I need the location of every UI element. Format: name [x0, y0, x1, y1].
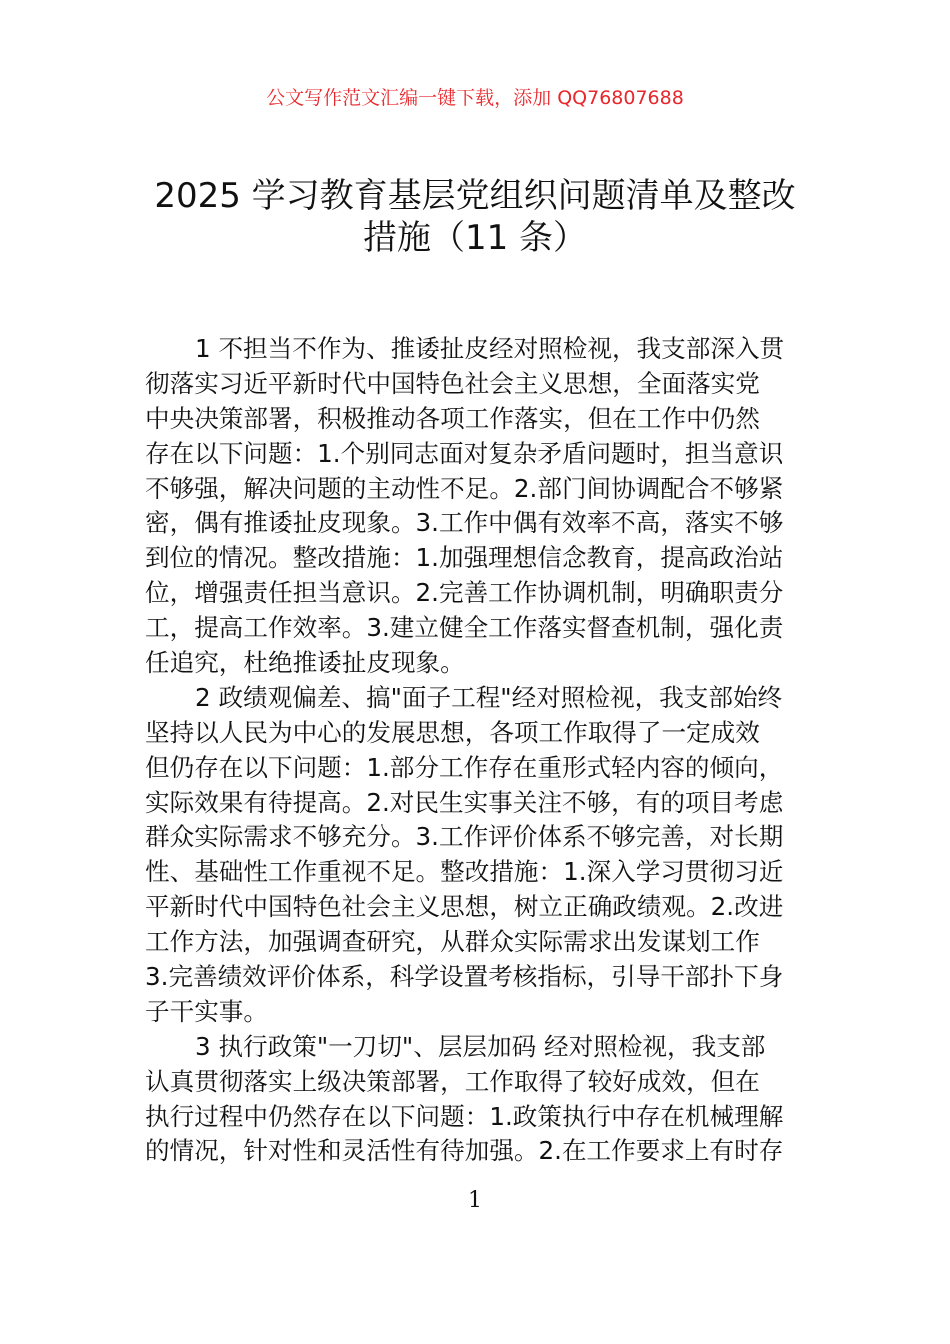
paragraph-2-line: 子干实事。 [145, 996, 268, 1026]
paragraph-2-line: 实际效果有待提高。2.对民生实事关注不够，有的项目考虑 [145, 787, 784, 817]
paragraph-3-line: 执行过程中仍然存在以下问题：1.政策执行中存在机械理解 [145, 1101, 784, 1131]
download-banner[interactable]: 公文写作范文汇编一键下载，添加 QQ76807688 [266, 87, 684, 109]
paragraph-2-line: 工作方法，加强调查研究，从群众实际需求出发谋划工作 [145, 927, 760, 957]
paragraph-3-line: 的情况，针对性和灵活性有待加强。2.在工作要求上有时存 [145, 1136, 784, 1166]
document-title-line-2: 措施（11 条） [362, 218, 588, 258]
page-number: 1 [468, 1188, 482, 1213]
paragraph-2-line: 群众实际需求不够充分。3.工作评价体系不够完善，对长期 [145, 822, 784, 852]
paragraph-1-line: 1 不担当不作为、推诿扯皮经对照检视，我支部深入贯 [195, 334, 785, 363]
paragraph-1-line: 不够强，解决问题的主动性不足。2.部门间协调配合不够紧 [145, 473, 784, 503]
paragraph-3-line: 3 执行政策"一刀切"、层层加码 经对照检视，我支部 [195, 1031, 766, 1061]
paragraph-2-line: 但仍存在以下问题：1.部分工作存在重形式轻内容的倾向， [145, 752, 784, 782]
paragraph-1-line: 存在以下问题：1.个别同志面对复杂矛盾问题时，担当意识 [145, 438, 784, 468]
paragraph-2-line: 平新时代中国特色社会主义思想，树立正确政绩观。2.改进 [145, 892, 784, 922]
paragraph-2-line: 坚持以人民为中心的发展思想，各项工作取得了一定成效 [145, 717, 760, 747]
paragraph-1-line: 中央决策部署，积极推动各项工作落实，但在工作中仍然 [145, 403, 760, 433]
paragraph-1-line: 任追究，杜绝推诿扯皮现象。 [145, 648, 465, 678]
paragraph-1-line: 彻落实习近平新时代中国特色社会主义思想，全面落实党 [145, 368, 760, 398]
document-body [145, 332, 807, 1169]
paragraph-1-line: 到位的情况。整改措施：1.加强理想信念教育，提高政治站 [145, 543, 784, 573]
paragraph-3-line: 认真贯彻落实上级决策部署，工作取得了较好成效，但在 [145, 1066, 760, 1096]
paragraph-2-line: 2 政绩观偏差、搞"面子工程"经对照检视，我支部始终 [195, 682, 783, 712]
paragraph-1-line: 位，增强责任担当意识。2.完善工作协调机制，明确职责分 [145, 578, 784, 608]
paragraph-1-line: 工，提高工作效率。3.建立健全工作落实督查机制，强化责 [145, 613, 784, 643]
paragraph-2-line: 性、基础性工作重视不足。整改措施：1.深入学习贯彻习近 [145, 857, 784, 887]
document-title-line-1: 2025 学习教育基层党组织问题清单及整改 [154, 176, 796, 216]
paragraph-2-line: 3.完善绩效评价体系，科学设置考核指标，引导干部扑下身 [145, 962, 784, 992]
paragraph-1-line: 密，偶有推诿扯皮现象。3.工作中偶有效率不高，落实不够 [145, 508, 784, 538]
